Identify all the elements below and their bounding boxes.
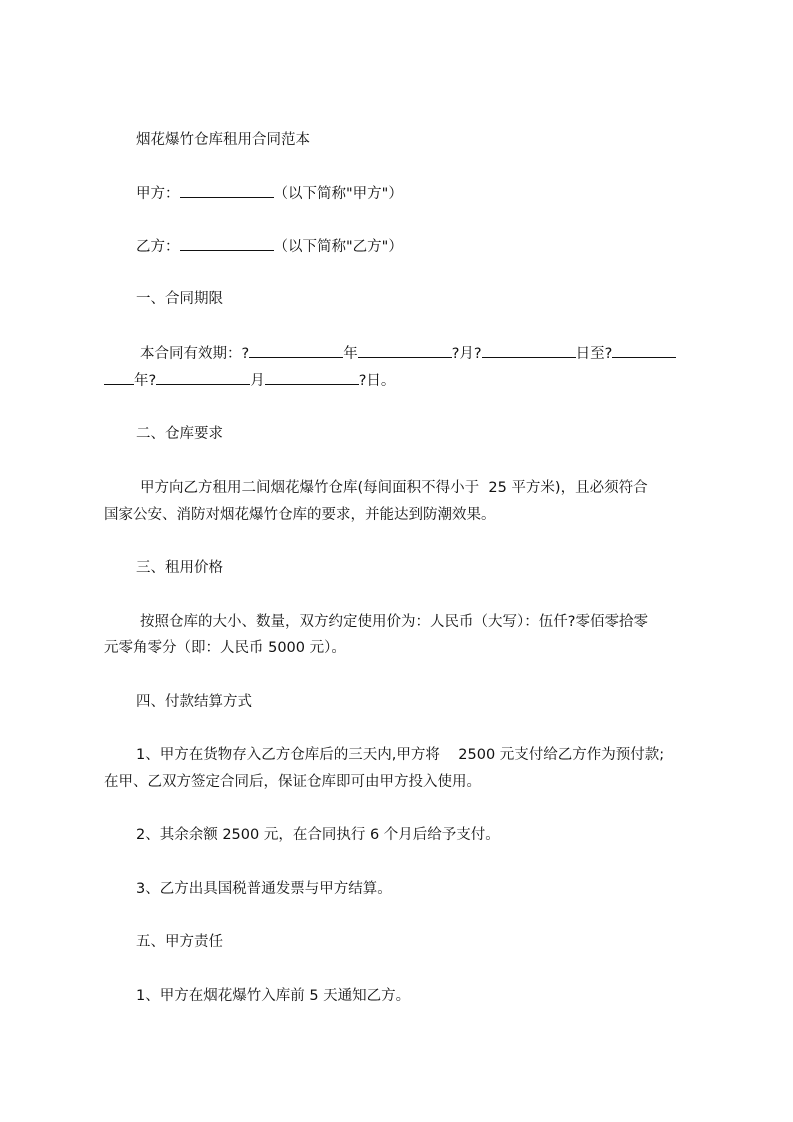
document-title: 烟花爆竹仓库租用合同范本 (136, 132, 310, 148)
section3-line-1: 按照仓库的大小、数量，双方约定使用价为：人民币（大写）：伍仟?零佰零拾零 (140, 614, 648, 630)
section5-item1: 1、甲方在烟花爆竹入库前 5 天通知乙方。 (136, 988, 411, 1004)
term-end-year-blank-part1 (612, 343, 676, 358)
section5-heading: 五、甲方责任 (136, 934, 223, 950)
section2-line-2: 国家公安、消防对烟花爆竹仓库的要求，并能达到防潮效果。 (104, 507, 496, 523)
section4-item2: 2、其余余额 2500 元，在合同执行 6 个月后给予支付。 (136, 827, 500, 843)
section4-item1-line-2: 在甲、乙双方签定合同后，保证仓库即可由甲方投入使用。 (104, 774, 481, 790)
term-start-year-blank (249, 343, 343, 358)
term-start-month-blank (358, 343, 452, 358)
section3-heading: 三、租用价格 (136, 560, 223, 576)
section2-line-1: 甲方向乙方租用二间烟花爆竹仓库(每间面积不得小于 25 平方米)，且必须符合 (140, 480, 648, 496)
term-end-day-label: ?日。 (358, 373, 396, 389)
section4-item3: 3、乙方出具国税普通发票与甲方结算。 (136, 881, 392, 897)
section1-heading: 一、合同期限 (136, 291, 223, 307)
term-end-year-label: 年? (134, 373, 157, 389)
term-month-label: ?月? (451, 346, 482, 362)
party-a-suffix: （以下简称"甲方"） (273, 186, 403, 202)
party-b-suffix: （以下简称"乙方"） (273, 239, 403, 255)
party-a-line (136, 183, 403, 204)
term-end-day-blank (265, 370, 359, 385)
term-end-month-blank (156, 370, 250, 385)
section3-line-2: 元零角零分（即：人民币 5000 元）。 (104, 640, 346, 656)
party-a-blank (180, 183, 274, 198)
term-end-year-blank-part2 (104, 370, 134, 385)
section4-heading: 四、付款结算方式 (136, 694, 252, 710)
term-line-1 (140, 343, 676, 364)
term-end-month-label: 月 (250, 373, 265, 389)
party-b-line (136, 236, 403, 257)
party-a-label: 甲方： (136, 186, 180, 202)
term-start-day-blank (482, 343, 576, 358)
party-b-blank (180, 236, 274, 251)
term-line-2 (104, 370, 395, 391)
party-b-label: 乙方： (136, 239, 180, 255)
term-start-label: 本合同有效期：? (140, 346, 250, 362)
term-year-label: 年 (343, 346, 358, 362)
term-to-label: 日至? (575, 346, 613, 362)
section2-heading: 二、仓库要求 (136, 426, 223, 442)
section4-item1-line-1: 1、甲方在货物存入乙方仓库后的三天内,甲方将 2500 元支付给乙方作为预付款; (136, 747, 665, 763)
